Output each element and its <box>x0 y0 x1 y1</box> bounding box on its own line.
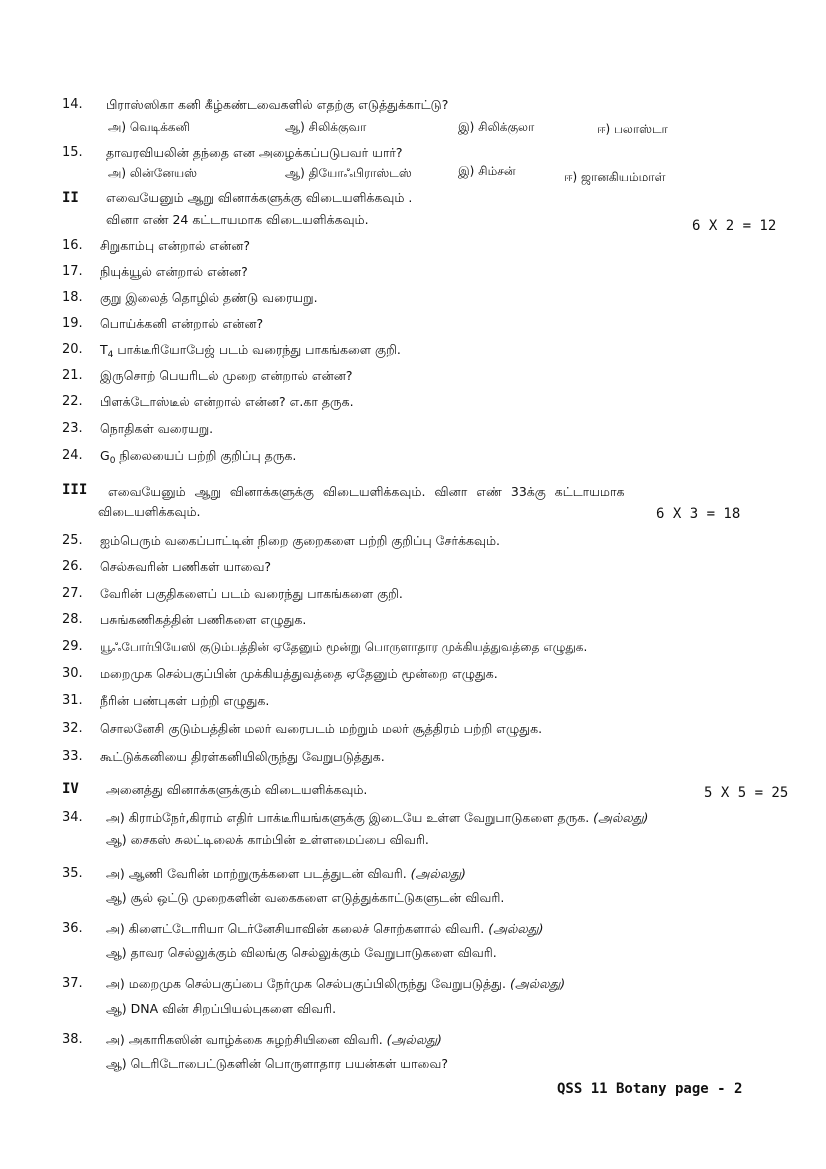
page-footer: QSS 11 Botany page - 2 <box>557 1081 743 1097</box>
question-number: 27. <box>62 586 83 601</box>
question-number: 20. <box>62 342 83 357</box>
question-part-a <box>106 921 544 937</box>
section-2-marks: 6 X 2 = 12 <box>692 218 777 234</box>
or-label: (அல்லது) <box>410 866 466 881</box>
question-text: நொதிகள் வரையறு. <box>100 421 214 436</box>
question-number: 36. <box>62 921 83 936</box>
question-number: 22. <box>62 394 83 409</box>
section-2-instruction: எவையேனும் ஆறு வினாக்களுக்கு விடையளிக்கவும் . <box>106 190 413 205</box>
question-text: யூஃபோர்பியேஸி குடும்பத்தின் ஏதேனும் மூன்று பொருளாதார முக்கியத்துவத்தை எழுதுக. <box>100 640 588 654</box>
question-number: 16. <box>62 238 83 253</box>
question-part-b: ஆ) சூல் ஒட்டு முறைகளின் வகைகளை எடுத்துக்காட்டுகளுடன் விவரி. <box>106 890 505 905</box>
question-text: பிளக்டோஸ்டீல் என்றால் என்ன? எ.கா தருக. <box>100 394 354 409</box>
question-number: 29. <box>62 639 83 654</box>
question-part-b: ஆ) தாவர செல்லுக்கும் விலங்கு செல்லுக்கும் வேறுபாடுகளை விவரி. <box>106 945 497 960</box>
question-number: 15. <box>62 145 83 160</box>
section-4-marks: 5 X 5 = 25 <box>704 785 789 801</box>
section-3-instruction-2: விடையளிக்கவும். <box>98 504 201 519</box>
part-a-text: அ) கிளைட்டோரியா டெர்னேசியாவின் கலைச் சொற்களால் விவரி. <box>106 921 485 936</box>
question-part-a <box>106 810 648 826</box>
question-part-b: ஆ) சைகஸ் சுலட்டிலைக் காம்பின் உள்ளமைப்பை விவரி. <box>106 832 429 847</box>
section-2-number: II <box>62 190 79 206</box>
question-number: 35. <box>62 866 83 881</box>
question-text: தாவரவியலின் தந்தை என அழைக்கப்படுபவர் யார்? <box>106 145 403 160</box>
option-b: ஆ) தியோஃபிராஸ்டஸ் <box>285 166 412 180</box>
question-number: 23. <box>62 421 83 436</box>
section-3-number: III <box>62 482 88 498</box>
question-text: செல்சுவரின் பணிகள் யாவை? <box>100 559 272 574</box>
or-label: (அல்லது) <box>509 976 566 991</box>
question-text: வேரின் பகுதிகளைப் படம் வரைந்து பாகங்களை குறி. <box>100 586 403 601</box>
question-number: 28. <box>62 612 83 627</box>
section-3-instruction: எவையேனும் ஆறு வினாக்களுக்கு விடையளிக்கவும். வினா எண் 33க்கு கட்டாயமாக <box>108 484 625 499</box>
question-number: 17. <box>62 264 83 279</box>
or-label: (அல்லது) <box>386 1032 442 1047</box>
option-c: இ) சிம்சன் <box>458 164 516 178</box>
question-number: 33. <box>62 749 83 764</box>
question-number: 38. <box>62 1032 83 1047</box>
question-text: ஐம்பெரும் வகைப்பாட்டின் நிறை குறைகளை பற்றி குறிப்பு சேர்க்கவும். <box>100 533 500 548</box>
option-a: அ) லின்னேயஸ் <box>108 166 198 180</box>
question-number: 18. <box>62 290 83 305</box>
question-text: சிறுகாம்பு என்றால் என்ன? <box>100 238 250 253</box>
part-a-text: அ) அகாரிகஸின் வாழ்க்கை சுழற்சியினை விவரி. <box>106 1032 383 1047</box>
part-a-text: அ) கிராம்நேர்,கிராம் எதிர் பாக்டீரியங்களுக்கு இடையே உள்ள வேறுபாடுகளை தருக. <box>106 810 590 825</box>
section-3-marks: 6 X 3 = 18 <box>656 506 741 522</box>
question-part-a <box>106 1032 442 1048</box>
question-text <box>100 342 401 363</box>
g0-subscript: 0 <box>109 456 116 466</box>
question-text: பிராஸ்ஸிகா கனி கீழ்கண்டவைகளில் எதற்கு எடுத்துக்காட்டு? <box>106 97 449 112</box>
question-text: பொய்க்கனி என்றால் என்ன? <box>100 316 264 331</box>
question-part-a <box>106 866 466 882</box>
question-number: 21. <box>62 368 83 383</box>
option-d: ஈ) ஜானகியம்மாள் <box>564 170 666 184</box>
section-4-instruction: அனைத்து வினாக்களுக்கும் விடையளிக்கவும். <box>106 782 368 797</box>
question-part-b: ஆ) டெரிடோபைட்டுகளின் பொருளாதார பயன்கள் யாவை? <box>106 1056 448 1071</box>
question-number: 30. <box>62 666 83 681</box>
section-2-instruction-2: வினா எண் 24 கட்டாயமாக விடையளிக்கவும். <box>106 212 369 227</box>
t4-subscript: 4 <box>107 350 114 360</box>
option-a: அ) வெடிக்கனி <box>108 120 190 134</box>
question-text-body: பாக்டீரியோபேஜ் படம் வரைந்து பாகங்களை குறி. <box>113 342 401 357</box>
question-text: இருசொற் பெயரிடல் முறை என்றால் என்ன? <box>100 368 353 383</box>
question-text: பசுங்கணிகத்தின் பணிகளை எழுதுக. <box>100 612 307 627</box>
question-number: 24. <box>62 448 83 463</box>
question-text: மறைமுக செல்பகுப்பின் முக்கியத்துவத்தை ஏதேனும் மூன்றை எழுதுக. <box>100 666 498 681</box>
question-number: 31. <box>62 693 83 708</box>
part-a-text: அ) மறைமுக செல்பகுப்பை நேர்முக செல்பகுப்பிலிருந்து வேறுபடுத்து. <box>106 976 506 991</box>
question-number: 26. <box>62 559 83 574</box>
part-a-text: அ) ஆணி வேரின் மாற்றுருக்களை படத்துடன் விவரி. <box>106 866 407 881</box>
t4-label: T <box>100 342 108 357</box>
question-number: 34. <box>62 810 83 825</box>
option-d: ஈ) பலாஸ்டா <box>597 122 668 136</box>
question-text-body: நிலையைப் பற்றி குறிப்பு தருக. <box>115 448 297 463</box>
question-number: 14. <box>62 97 83 112</box>
question-text: குறு இலைத் தொழில் தண்டு வரையறு. <box>100 290 318 305</box>
question-text <box>100 448 296 469</box>
question-number: 25. <box>62 533 83 548</box>
question-text: கூட்டுக்கனியை திரள்கனியிலிருந்து வேறுபடுத்துக. <box>100 749 385 764</box>
g0-label: G <box>100 448 110 463</box>
option-c: இ) சிலிக்குலா <box>458 120 535 134</box>
question-part-b: ஆ) DNA வின் சிறப்பியல்புகளை விவரி. <box>106 1001 337 1016</box>
question-text: சொலனேசி குடும்பத்தின் மலர் வரைபடம் மற்றும் மலர் சூத்திரம் பற்றி எழுதுக. <box>100 721 543 736</box>
section-4-number: IV <box>62 781 79 797</box>
or-label: (அல்லது) <box>593 810 649 825</box>
question-part-a <box>106 976 565 992</box>
question-number: 19. <box>62 316 83 331</box>
or-label: (அல்லது) <box>488 921 544 936</box>
question-text: நீரின் பண்புகள் பற்றி எழுதுக. <box>100 693 270 708</box>
question-number: 32. <box>62 721 83 736</box>
question-number: 37. <box>62 976 83 991</box>
question-text: நியுக்யூல் என்றால் என்ன? <box>100 264 248 279</box>
option-b: ஆ) சிலிக்குவா <box>285 120 367 134</box>
